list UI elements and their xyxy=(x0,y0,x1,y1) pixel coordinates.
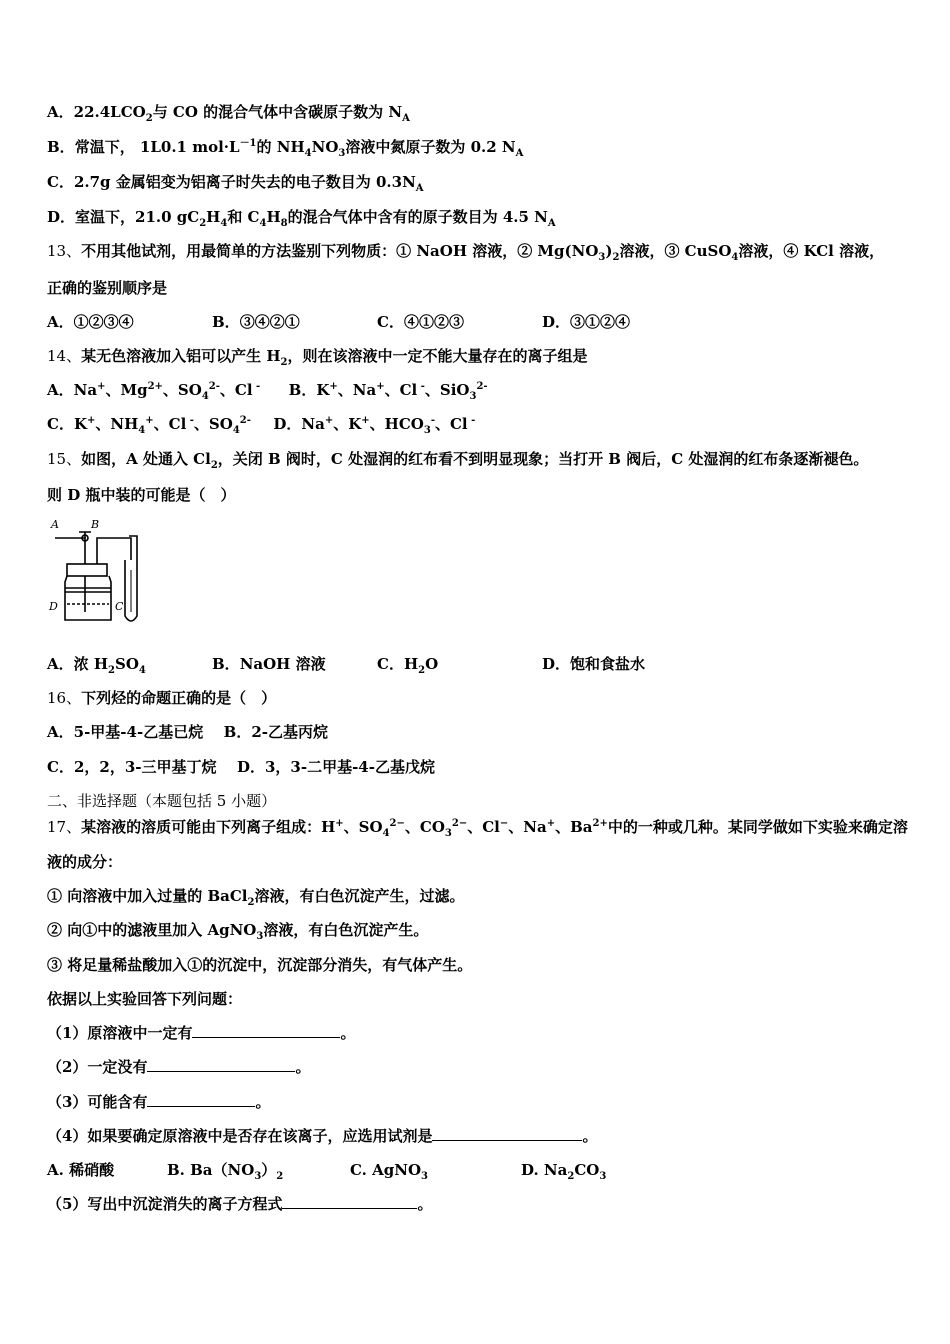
q14-option-b: B．K+、Na+、Cl -、SiO$_3^{2-}$ xyxy=(288,381,488,402)
q17-intro: 依据以上实验回答下列问题： xyxy=(47,990,243,1008)
answer-blank-4[interactable] xyxy=(432,1126,582,1141)
q15-option-c: C．$H_2O$ xyxy=(377,655,439,676)
q13-option-c: C．④①②③ xyxy=(377,313,464,331)
q13-stem-line2: 正确的鉴别顺序是 xyxy=(47,279,168,297)
label-c: C xyxy=(115,600,124,613)
q17-stem: 17、某溶液的溶质可能由下列离子组成：H+、$SO_4^{2-}$、$CO_3^{2-}$、Cl−、Na+、$Ba^{2+}$中的一种或几种。某同学做如下实验来确定溶 xyxy=(47,818,908,839)
q16-stem: 16、下列烃的命题正确的是（ ） xyxy=(47,689,277,707)
q12-option-a: A．$22.4LCO_2$与 CO 的混合气体中含碳原子数为 $N_A$ xyxy=(47,103,410,124)
label-d: D xyxy=(49,600,58,613)
gas-apparatus-figure xyxy=(45,516,155,628)
q15-option-b: B．NaOH 溶液 xyxy=(212,655,326,673)
q12-option-c: C．2.7g 金属铝变为铝离子时失去的电子数目为 $0.3N_A$ xyxy=(47,173,424,194)
q17-step-3: ③ 将足量稀盐酸加入①的沉淀中，沉淀部分消失，有气体产生。 xyxy=(47,956,473,974)
q16-option-a: A．5-甲基-4-乙基已烷 xyxy=(47,723,204,741)
q13-stem: 13、不用其他试剂，用最简单的方法鉴别下列物质：① NaOH 溶液，② $Mg(NO_3)_2$溶液，③ CuSO$_4$溶液，④ KCl 溶液， xyxy=(47,242,885,263)
apparatus-diagram xyxy=(45,516,155,628)
q15-options xyxy=(47,654,645,674)
label-a: A xyxy=(51,518,59,531)
q13-option-d: D．③①②④ xyxy=(542,313,631,331)
q14-stem: 14、某无色溶液加入铝可以产生 $H_2$，则在该溶液中一定不能大量存在的离子组是 xyxy=(47,347,588,368)
q14-option-c: C．K+、$NH_4^+$、Cl -、$SO_4^{2-}$ xyxy=(47,415,251,436)
q17-subquestion-4: （4）如果要确定原溶液中是否存在该离子，应选用试剂是 。 xyxy=(47,1127,598,1145)
q13-option-b: B．③④②① xyxy=(212,313,300,331)
q17-choice-a: A. 稀硝酸 xyxy=(47,1161,115,1179)
q13-option-a: A．①②③④ xyxy=(47,313,134,331)
q14-options-row2 xyxy=(47,414,475,434)
q15-option-d: D．饱和食盐水 xyxy=(542,655,646,673)
q17-choices xyxy=(47,1160,606,1180)
q12-option-d: D．室温下，21.0 $gC_2H_4$和 $C_4H_8$的混合气体中含有的原子数目为 4.5 $N_A$ xyxy=(47,208,556,229)
q17-subquestion-3: （3）可能含有 。 xyxy=(47,1093,271,1111)
q17-choice-b: B. $Ba(NO_3)_2$ xyxy=(167,1161,284,1182)
answer-blank-3[interactable] xyxy=(147,1092,255,1107)
answer-blank-2[interactable] xyxy=(147,1057,295,1072)
section-title: 二、非选择题（本题包括 5 小题） xyxy=(47,792,277,810)
q14-options-row1 xyxy=(47,380,488,400)
q15-stem: 15、如图，A 处通入 $Cl_2$，关闭 B 阀时，C 处湿润的红布看不到明显现象；当打开 B 阀后，C 处湿润的红布条逐渐褪色。 xyxy=(47,450,869,471)
q17-subquestion-5: （5）写出中沉淀消失的离子方程式 。 xyxy=(47,1195,433,1213)
q16-options-row1 xyxy=(47,722,328,742)
q16-option-d: D．3，3-二甲基-4-乙基戊烷 xyxy=(236,758,435,776)
q14-option-d: D．Na+、K+、$HCO_3^-$、Cl - xyxy=(273,415,476,436)
q17-choice-d: D. $Na_2CO_3$ xyxy=(521,1161,607,1182)
q15-option-a: A．浓 $H_2SO_4$ xyxy=(47,655,146,676)
q16-option-b: B．2-乙基丙烷 xyxy=(223,723,329,741)
q17-step-1: ① 向溶液中加入过量的 BaCl$_2$溶液，有白色沉淀产生，过滤。 xyxy=(47,887,465,908)
answer-blank-5[interactable] xyxy=(282,1194,417,1209)
q16-option-c: C．2，2，3-三甲基丁烷 xyxy=(47,758,217,776)
q17-stem-line2: 液的成分： xyxy=(47,853,123,871)
answer-blank-1[interactable] xyxy=(192,1023,340,1038)
q17-step-2: ② 向①中的滤液里加入 AgNO$_3$溶液，有白色沉淀产生。 xyxy=(47,921,429,942)
q16-options-row2 xyxy=(47,757,435,777)
q12-option-b: B．常温下， 1L0.1 $mol\cdot L^{-1}$的 $NH_4NO_3$溶液中氮原子数为 0.2 $N_A$ xyxy=(47,138,524,159)
label-b: B xyxy=(91,518,100,531)
q17-subquestion-1: （1）原溶液中一定有 。 xyxy=(47,1024,356,1042)
q17-choice-c: C. AgNO$_3$ xyxy=(350,1161,428,1182)
q17-subquestion-2: （2）一定没有 。 xyxy=(47,1058,311,1076)
q14-option-a: A．Na+、$Mg^{2+}$、$SO_4^{2-}$、Cl - xyxy=(47,381,261,402)
q15-stem-line2: 则 D 瓶中装的可能是（ ） xyxy=(47,486,236,504)
q13-options xyxy=(47,312,630,332)
